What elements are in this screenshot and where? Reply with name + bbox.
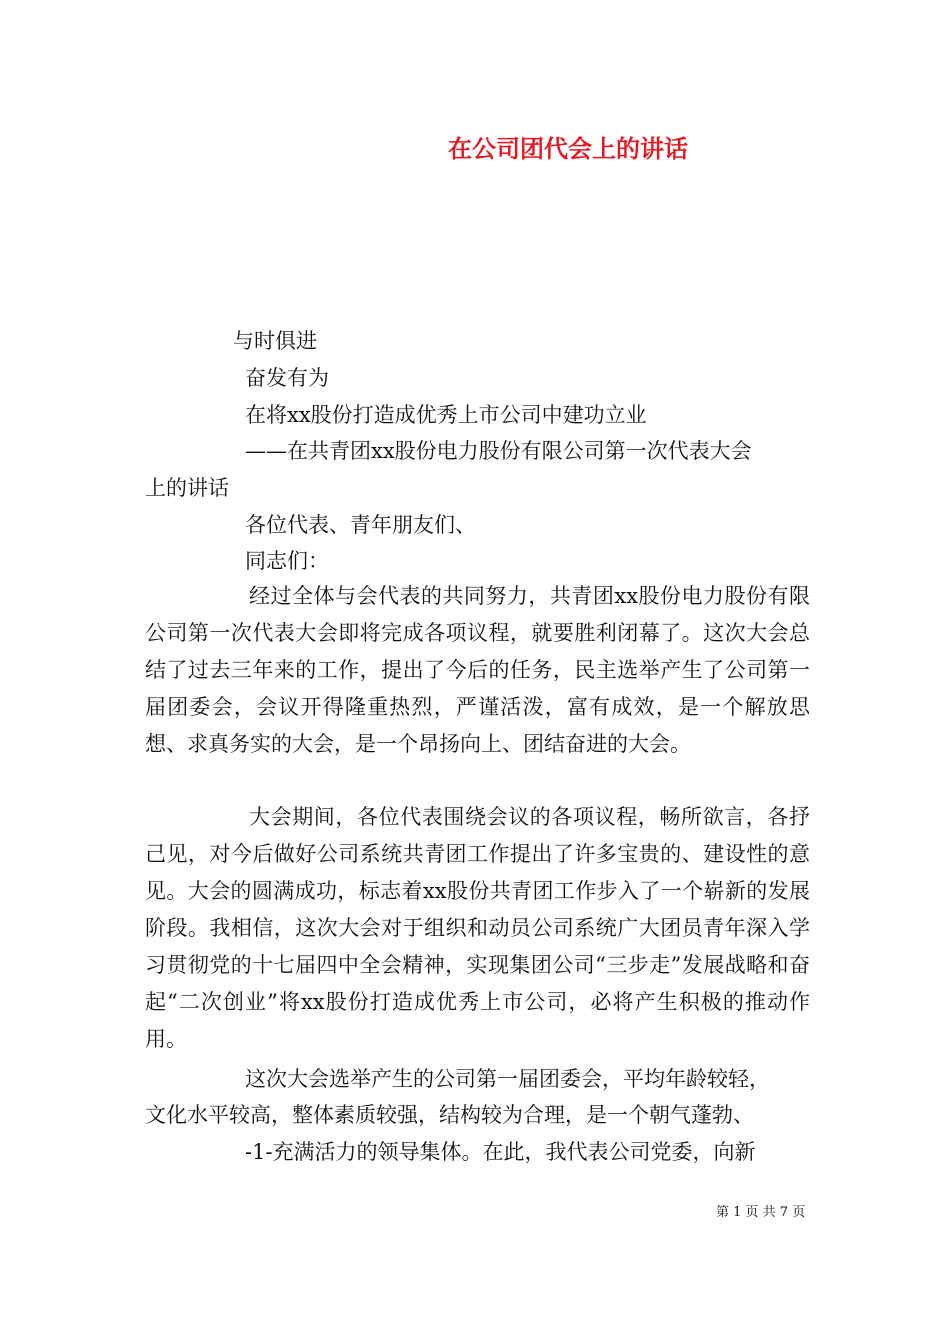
body-paragraph: 大会期间，各位代表围绕会议的各项议程，畅所欲言，各抒己见，对今后做好公司系统共青团工作提出了许多宝贵的、建设性的意见。大会的圆满成功，标志着xx股份共青团工作步入了一个崭新的发展阶段。我相信，这次大会对于组织和动员公司系统广大团员青年深入学习贯彻党的十七届四中全会精神，实现集团公司“三步走”发展战略和奋起“二次创业”将xx股份打造成优秀上市公司，必将产生积极的推动作用。 (145, 805, 810, 1051)
heading-line: 在将xx股份打造成优秀上市公司中建功立业 (245, 403, 647, 427)
salutation-line: 各位代表、青年朋友们、 (245, 513, 476, 537)
heading-line: 奋发有为 (245, 366, 329, 390)
heading-line: ——在共青团xx股份电力股份有限公司第一次代表大会 (245, 439, 752, 463)
document-title: 在公司团代会上的讲话 (448, 135, 688, 163)
body-line: 文化水平较高，整体素质较强，结构较为合理，是一个朝气蓬勃、 (145, 1103, 754, 1127)
salutation-line: 同志们： (245, 549, 329, 573)
heading-line: 上的讲话 (145, 476, 229, 500)
page-number: 第 1 页 共 7 页 (716, 1205, 806, 1220)
heading-line: 与时俱进 (233, 329, 317, 353)
body-paragraph: 经过全体与会代表的共同努力，共青团xx股份电力股份有限公司第一次代表大会即将完成各项议程，就要胜利闭幕了。这次大会总结了过去三年来的工作，提出了今后的任务，民主选举产生了公司第一届团委会，会议开得隆重热烈，严谨活泼，富有成效，是一个解放思想、求真务实的大会，是一个昂扬向上、团结奋进的大会。 (145, 584, 810, 756)
body-line: -1-充满活力的领导集体。在此，我代表公司党委，向新 (245, 1140, 756, 1164)
body-line: 这次大会选举产生的公司第一届团委会，平均年龄较轻， (245, 1067, 770, 1091)
